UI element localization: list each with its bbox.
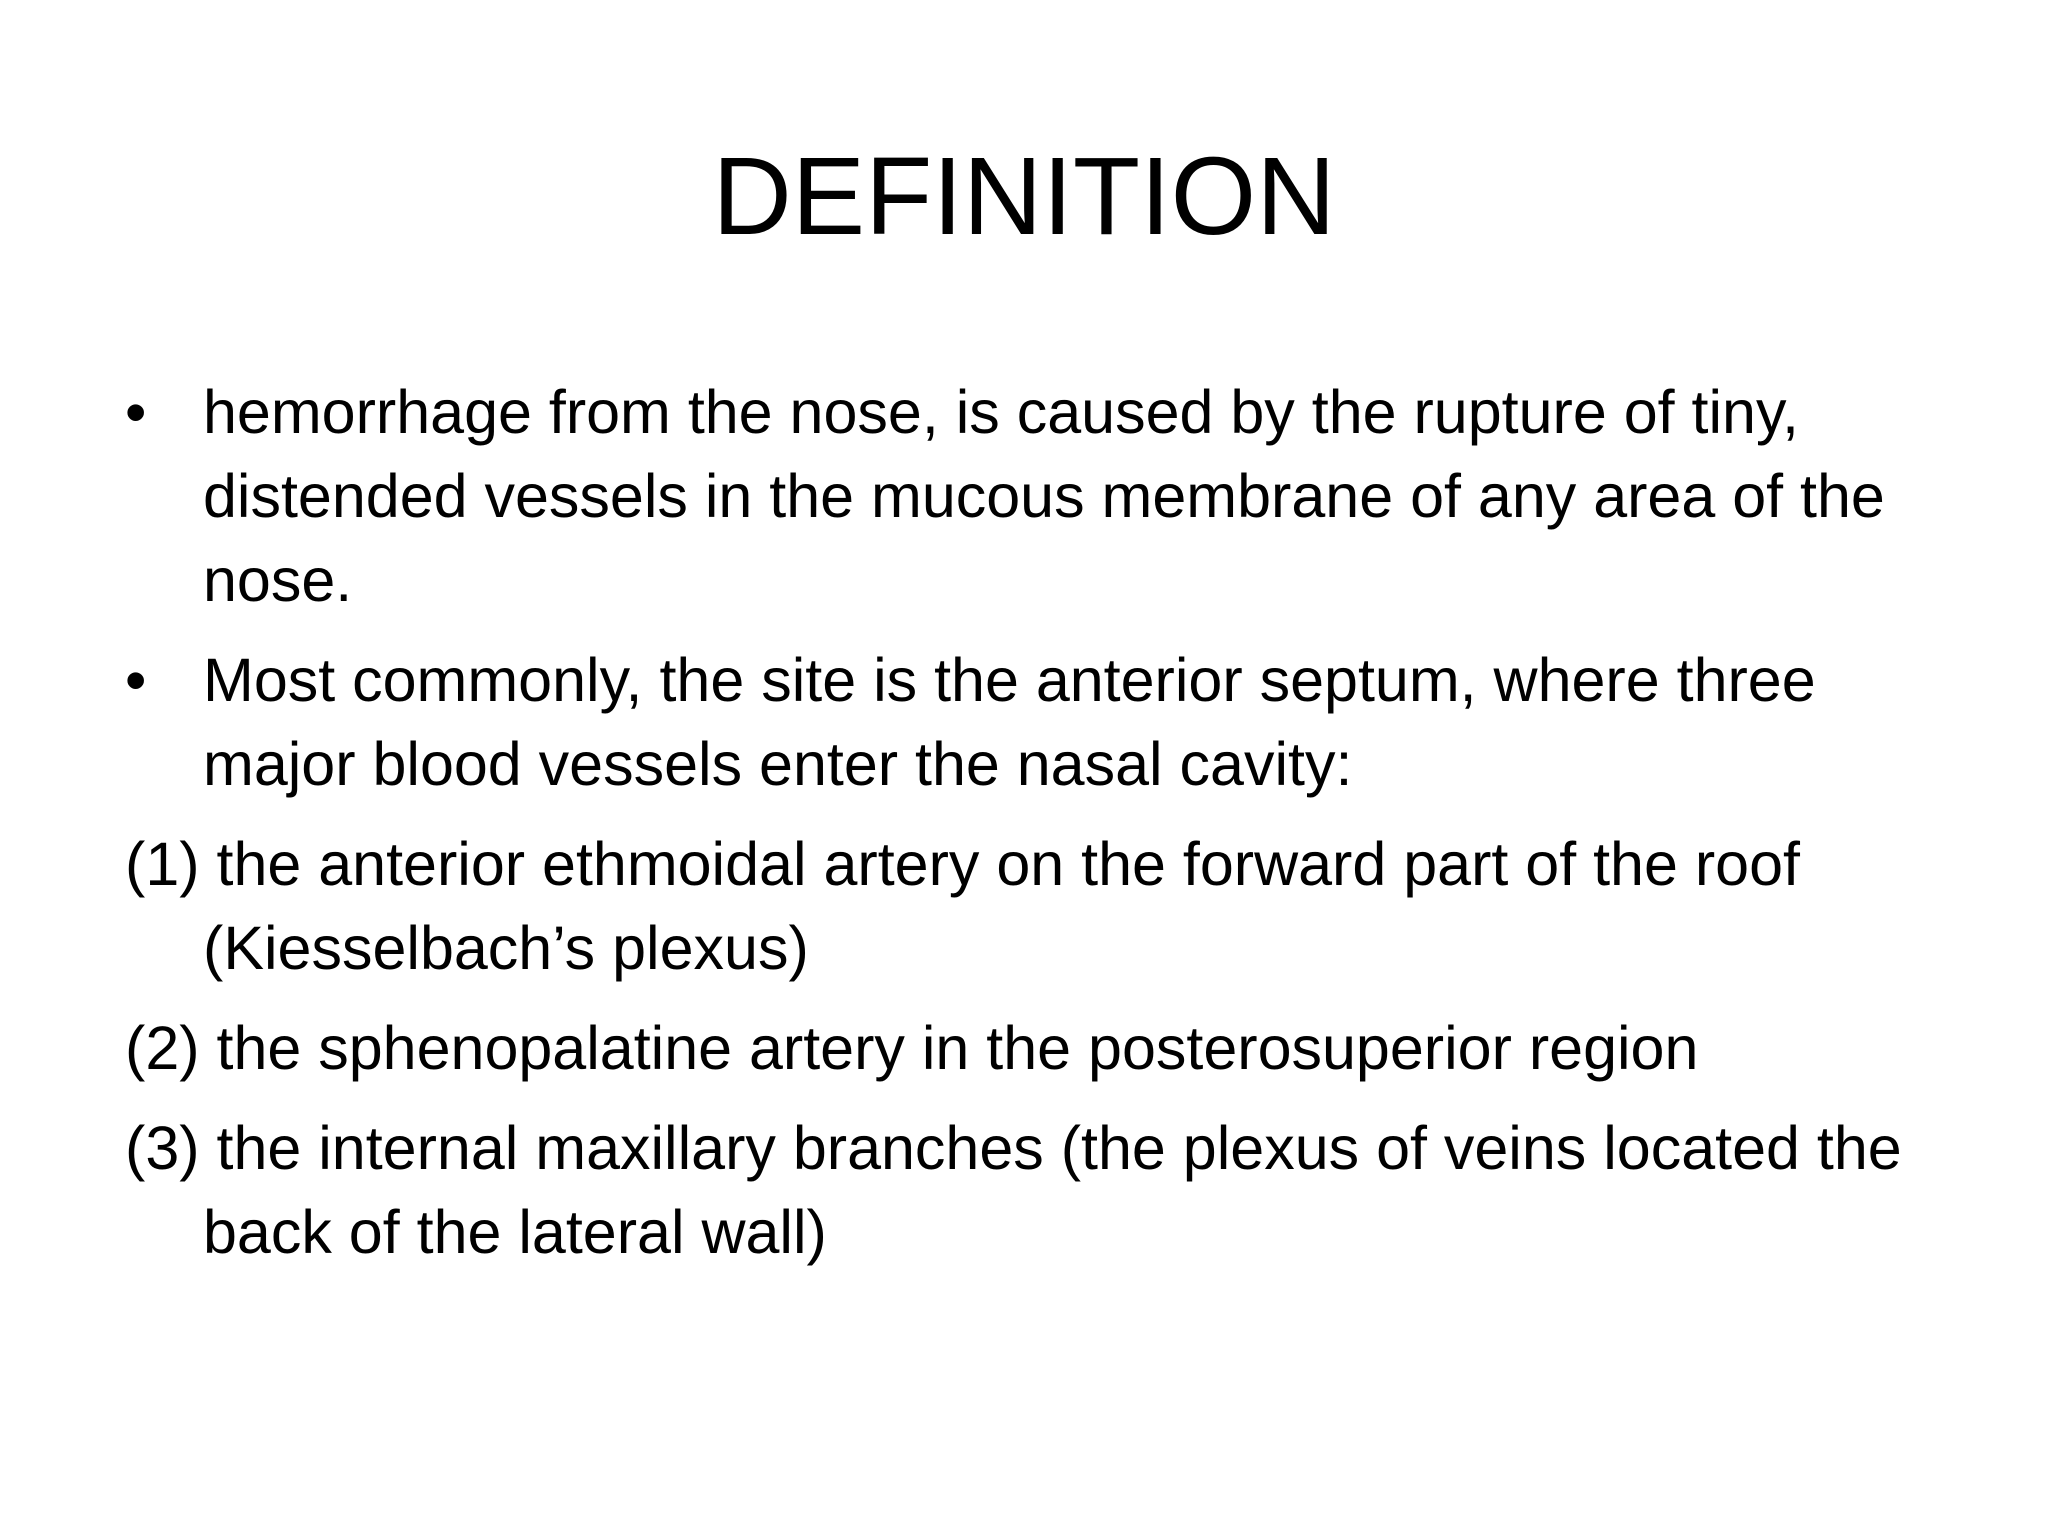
slide-title: DEFINITION [712,135,1336,258]
bullet-marker: • [125,646,147,714]
item-number: (3) [125,1114,217,1182]
numbered-item [125,1006,1955,1090]
bullet-text: Most commonly, the site is the anterior septum, where three major blood vessels enter the nasal cavity: [203,646,1816,798]
item-number: (2) [125,1014,217,1082]
bullet-text: hemorrhage from the nose, is caused by the rupture of tiny, distended vessels in the mucous membrane of any area of the nose. [203,378,1885,614]
item-text: the internal maxillary branches (the plexus of veins located the back of the lateral wall) [203,1114,1902,1266]
numbered-item [125,822,1955,990]
item-text: the anterior ethmoidal artery on the forward part of the roof (Kiesselbach’s plexus) [203,830,1800,982]
slide-content [125,370,1955,1290]
item-number: (1) [125,830,217,898]
bullet-item [125,638,1955,806]
bullet-marker: • [125,378,147,446]
item-text: the sphenopalatine artery in the posterosuperior region [216,1014,1699,1082]
numbered-item [125,1106,1955,1274]
bullet-item [125,370,1955,622]
